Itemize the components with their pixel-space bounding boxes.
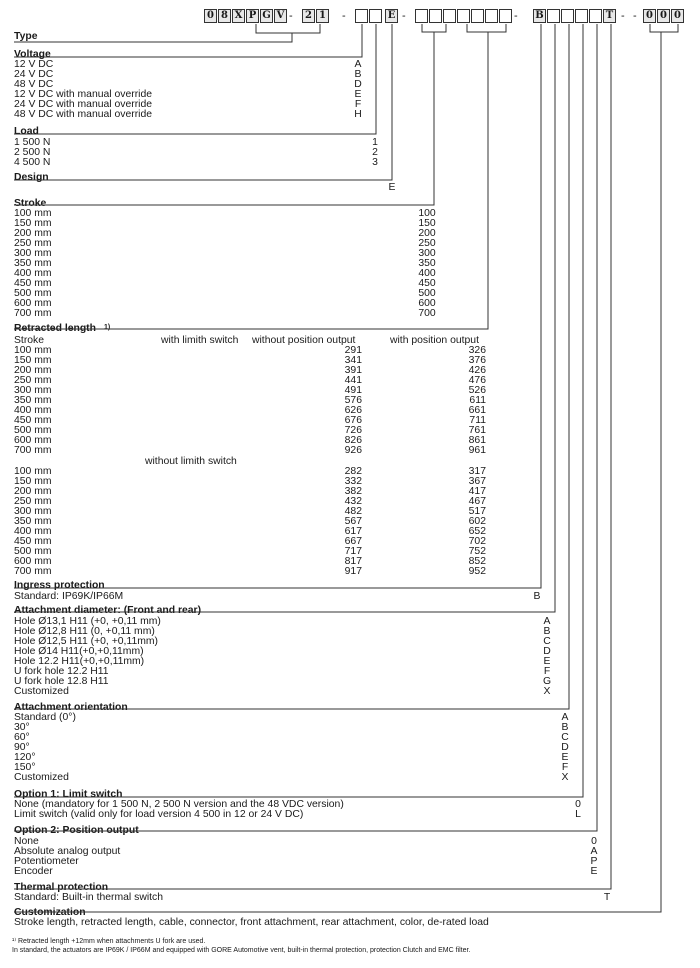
retracted-stroke: 400 mm: [14, 526, 52, 537]
diameter-option-code: F: [543, 666, 551, 677]
retracted-with-pos: 417: [468, 486, 486, 497]
retracted-no-pos: 567: [344, 516, 362, 527]
retracted-no-pos: 626: [344, 405, 362, 416]
section-title-option1: Option 1: Limit switch: [14, 789, 123, 800]
retracted-no-pos: 432: [344, 496, 362, 507]
retracted-no-pos: 341: [344, 355, 362, 366]
retracted-with-pos: 711: [469, 415, 486, 426]
stroke-option-code: 300: [418, 248, 436, 259]
retracted-stroke: 100 mm: [14, 345, 52, 356]
code-box: 0: [657, 9, 670, 23]
option2-option-label: Encoder: [14, 866, 53, 877]
retracted-with-pos: 952: [468, 566, 486, 577]
section-title-retracted: Retracted length: [14, 323, 96, 334]
orientation-option-label: 120°: [14, 752, 36, 763]
retracted-stroke: 350 mm: [14, 395, 52, 406]
voltage-option-label: 24 V DC: [14, 69, 54, 80]
stroke-option-label: 300 mm: [14, 248, 52, 259]
retracted-with-pos: 761: [468, 425, 486, 436]
retracted-no-pos: 441: [344, 375, 362, 386]
code-box: [471, 9, 484, 23]
code-box: [429, 9, 442, 23]
option2-option-code: P: [590, 856, 598, 867]
retracted-with-pos: 752: [468, 546, 486, 557]
retracted-stroke: 500 mm: [14, 425, 52, 436]
stroke-option-label: 100 mm: [14, 208, 52, 219]
stroke-option-code: 150: [418, 218, 436, 229]
section-title-option2: Option 2: Position output: [14, 825, 139, 836]
stroke-option-code: 400: [418, 268, 436, 279]
retracted-stroke: 700 mm: [14, 566, 52, 577]
code-box: [575, 9, 588, 23]
retracted-with-pos: 367: [468, 476, 486, 487]
orientation-option-code: B: [561, 722, 569, 733]
code-box: [415, 9, 428, 23]
retracted-no-pos: 391: [344, 365, 362, 376]
orientation-option-code: F: [561, 762, 569, 773]
orientation-option-code: A: [561, 712, 569, 723]
code-box: [485, 9, 498, 23]
retracted-header-no-pos: without position output: [252, 335, 356, 346]
retracted-no-pos: 817: [344, 556, 362, 567]
section-title-stroke: Stroke: [14, 198, 47, 209]
code-box: [369, 9, 382, 23]
retracted-with-pos: 852: [468, 556, 486, 567]
section-title-type: Type: [14, 31, 38, 42]
retracted-with-pos: 476: [468, 375, 486, 386]
orientation-option-code: X: [561, 772, 569, 783]
retracted-stroke: 600 mm: [14, 435, 52, 446]
retracted-stroke: 100 mm: [14, 466, 52, 477]
retracted-with-pos: 611: [469, 395, 486, 406]
retracted-stroke: 350 mm: [14, 516, 52, 527]
retracted-with-pos: 961: [468, 445, 486, 456]
load-option-label: 1 500 N: [14, 137, 51, 148]
retracted-stroke: 450 mm: [14, 415, 52, 426]
load-option-code: 1: [372, 137, 378, 148]
code-box: [589, 9, 602, 23]
option2-option-label: Potentiometer: [14, 856, 79, 867]
section-title-voltage: Voltage: [14, 49, 51, 60]
retracted-with-pos: 317: [468, 466, 486, 477]
stroke-option-label: 150 mm: [14, 218, 52, 229]
diameter-option-code: A: [543, 616, 551, 627]
retracted-with-pos: 652: [468, 526, 486, 537]
retracted-no-pos: 726: [344, 425, 362, 436]
option2-option-code: A: [590, 846, 598, 857]
stroke-option-label: 700 mm: [14, 308, 52, 319]
retracted-header-with-ls: with limith switch: [161, 335, 239, 346]
voltage-option-code: A: [354, 59, 362, 70]
retracted-with-pos: 702: [468, 536, 486, 547]
retracted-header-with-pos: with position output: [390, 335, 479, 346]
code-box: [547, 9, 560, 23]
retracted-header-stroke: Stroke: [14, 335, 45, 346]
retracted-no-pos: 676: [344, 415, 362, 426]
retracted-no-pos: 491: [344, 385, 362, 396]
retracted-no-pos: 282: [344, 466, 362, 477]
diameter-option-label: Hole Ø12,8 H11 (0, +0,11 mm): [14, 626, 155, 637]
ingress-option-code: B: [533, 591, 541, 602]
diameter-option-code: E: [543, 656, 551, 667]
orientation-option-label: 60°: [14, 732, 30, 743]
diameter-option-label: Hole Ø12,5 H11 (+0, +0,11mm): [14, 636, 158, 647]
retracted-no-pos: 291: [344, 345, 362, 356]
code-box: P: [246, 9, 259, 23]
orientation-option-label: 150°: [14, 762, 36, 773]
section-title-orientation: Attachment orientation: [14, 702, 128, 713]
orientation-option-label: 30°: [14, 722, 30, 733]
retracted-no-pos: 917: [344, 566, 362, 577]
code-box: T: [603, 9, 616, 23]
voltage-option-code: B: [354, 69, 362, 80]
code-dash: -: [514, 10, 518, 22]
retracted-with-pos: 426: [468, 365, 486, 376]
code-box: G: [260, 9, 273, 23]
retracted-stroke: 600 mm: [14, 556, 52, 567]
diameter-option-label: Hole Ø13,1 H11 (+0, +0,11 mm): [14, 616, 161, 627]
stroke-option-code: 250: [418, 238, 436, 249]
code-box: [443, 9, 456, 23]
retracted-with-pos: 602: [468, 516, 486, 527]
voltage-option-code: F: [354, 99, 362, 110]
section-title-thermal: Thermal protection: [14, 882, 109, 893]
section-title-load: Load: [14, 126, 39, 137]
code-box: 8: [218, 9, 231, 23]
stroke-option-label: 500 mm: [14, 288, 52, 299]
section-title-ingress: Ingress protection: [14, 580, 105, 591]
retracted-no-pos: 576: [344, 395, 362, 406]
code-box: [457, 9, 470, 23]
retracted-no-pos: 717: [344, 546, 362, 557]
load-option-label: 4 500 N: [14, 157, 51, 168]
code-box: E: [385, 9, 398, 23]
code-box: X: [232, 9, 245, 23]
stroke-option-code: 450: [418, 278, 436, 289]
retracted-no-pos: 332: [344, 476, 362, 487]
section-title-design: Design: [14, 172, 49, 183]
option2-option-code: E: [590, 866, 598, 877]
retracted-stroke: 150 mm: [14, 476, 52, 487]
orientation-option-label: 90°: [14, 742, 30, 753]
diameter-option-label: Hole 12.2 H11(+0,+0,11mm): [14, 656, 145, 667]
retracted-no-pos: 617: [344, 526, 362, 537]
retracted-stroke: 200 mm: [14, 365, 52, 376]
load-option-label: 2 500 N: [14, 147, 51, 158]
diameter-option-code: B: [543, 626, 551, 637]
thermal-option-code: T: [603, 892, 611, 903]
retracted-stroke: 300 mm: [14, 506, 52, 517]
retracted-stroke: 250 mm: [14, 496, 52, 507]
stroke-option-label: 400 mm: [14, 268, 52, 279]
option1-option-label: None (mandatory for 1 500 N, 2 500 N version and the 48 VDC version): [14, 799, 344, 810]
stroke-option-label: 250 mm: [14, 238, 52, 249]
stroke-option-code: 100: [418, 208, 436, 219]
code-box: 0: [204, 9, 217, 23]
code-box: [561, 9, 574, 23]
footnote: In standard, the actuators are IP69K / IP66M and equipped with GORE Automotive vent, built-in thermal protection, protection Clutch and EMC filter.: [12, 947, 471, 954]
retracted-no-pos: 382: [344, 486, 362, 497]
footnote: ¹⁾ Retracted length +12mm when attachments U fork are used.: [12, 938, 206, 945]
stroke-option-code: 200: [418, 228, 436, 239]
diameter-option-code: C: [543, 636, 551, 647]
diameter-option-code: G: [542, 676, 552, 687]
option1-option-code: 0: [575, 799, 581, 810]
voltage-option-code: H: [354, 109, 362, 120]
section-title-diameter: Attachment diameter: (Front and rear): [14, 605, 202, 616]
retracted-with-pos: 526: [468, 385, 486, 396]
retracted-with-pos: 326: [468, 345, 486, 356]
retracted-no-pos: 826: [344, 435, 362, 446]
code-box: [499, 9, 512, 23]
option1-option-code: L: [575, 809, 581, 820]
code-dash: -: [633, 10, 637, 22]
diameter-option-label: Hole Ø14 H11(+0,+0,11mm): [14, 646, 144, 657]
retracted-no-pos: 482: [344, 506, 362, 517]
retracted-stroke: 500 mm: [14, 546, 52, 557]
load-option-code: 2: [372, 147, 378, 158]
voltage-option-code: E: [354, 89, 362, 100]
retracted-stroke: 200 mm: [14, 486, 52, 497]
code-box: B: [533, 9, 546, 23]
section-title-customization: Customization: [14, 907, 86, 918]
voltage-option-code: D: [354, 79, 362, 90]
stroke-option-label: 600 mm: [14, 298, 52, 309]
code-box: V: [274, 9, 287, 23]
code-box: 2: [302, 9, 315, 23]
voltage-option-label: 48 V DC: [14, 79, 54, 90]
retracted-stroke: 250 mm: [14, 375, 52, 386]
retracted-with-pos: 376: [468, 355, 486, 366]
code-box: 0: [643, 9, 656, 23]
code-dash: -: [342, 10, 346, 22]
option2-option-label: Absolute analog output: [14, 846, 121, 857]
stroke-option-label: 450 mm: [14, 278, 52, 289]
retracted-with-pos: 861: [468, 435, 486, 446]
diameter-option-label: Customized: [14, 686, 69, 697]
orientation-option-code: C: [561, 732, 569, 743]
stroke-option-code: 600: [418, 298, 436, 309]
load-option-code: 3: [372, 157, 378, 168]
diameter-option-label: U fork hole 12.2 H11: [14, 666, 109, 677]
retracted-with-pos: 661: [468, 405, 486, 416]
retracted-no-pos: 667: [344, 536, 362, 547]
stroke-option-label: 350 mm: [14, 258, 52, 269]
voltage-option-label: 12 V DC with manual override: [14, 89, 153, 100]
voltage-option-label: 24 V DC with manual override: [14, 99, 153, 110]
option1-option-label: Limit switch (valid only for load version 4 500 in 12 or 24 V DC): [14, 809, 304, 820]
code-box: [355, 9, 368, 23]
diameter-option-code: X: [543, 686, 551, 697]
retracted-with-pos: 467: [468, 496, 486, 507]
design-code: E: [388, 182, 396, 193]
diameter-option-code: D: [543, 646, 551, 657]
voltage-option-label: 12 V DC: [14, 59, 54, 70]
retracted-with-pos: 517: [468, 506, 486, 517]
orientation-option-code: D: [561, 742, 569, 753]
thermal-option-label: Standard: Built-in thermal switch: [14, 892, 163, 903]
diameter-option-label: U fork hole 12.8 H11: [14, 676, 109, 687]
voltage-option-label: 48 V DC with manual override: [14, 109, 153, 120]
retracted-without-ls-heading: without limith switch: [145, 456, 237, 467]
stroke-option-code: 350: [418, 258, 436, 269]
footnote-marker: 1): [104, 324, 111, 331]
retracted-stroke: 700 mm: [14, 445, 52, 456]
code-box: 1: [316, 9, 329, 23]
code-dash: -: [621, 10, 625, 22]
option2-option-label: None: [14, 836, 39, 847]
orientation-option-code: E: [561, 752, 569, 763]
ingress-option-label: Standard: IP69K/IP66M: [14, 591, 124, 602]
orientation-option-label: Customized: [14, 772, 69, 783]
code-dash: -: [402, 10, 406, 22]
retracted-stroke: 300 mm: [14, 385, 52, 396]
code-dash: -: [289, 10, 293, 22]
retracted-no-pos: 926: [344, 445, 362, 456]
customization-text: Stroke length, retracted length, cable, connector, front attachment, rear attachment, color, de-rated load: [14, 917, 489, 928]
orientation-option-label: Standard (0°): [14, 712, 76, 723]
retracted-stroke: 450 mm: [14, 536, 52, 547]
retracted-stroke: 400 mm: [14, 405, 52, 416]
retracted-stroke: 150 mm: [14, 355, 52, 366]
stroke-option-label: 200 mm: [14, 228, 52, 239]
stroke-option-code: 500: [418, 288, 436, 299]
option2-option-code: 0: [591, 836, 597, 847]
code-box: 0: [671, 9, 684, 23]
stroke-option-code: 700: [418, 308, 436, 319]
